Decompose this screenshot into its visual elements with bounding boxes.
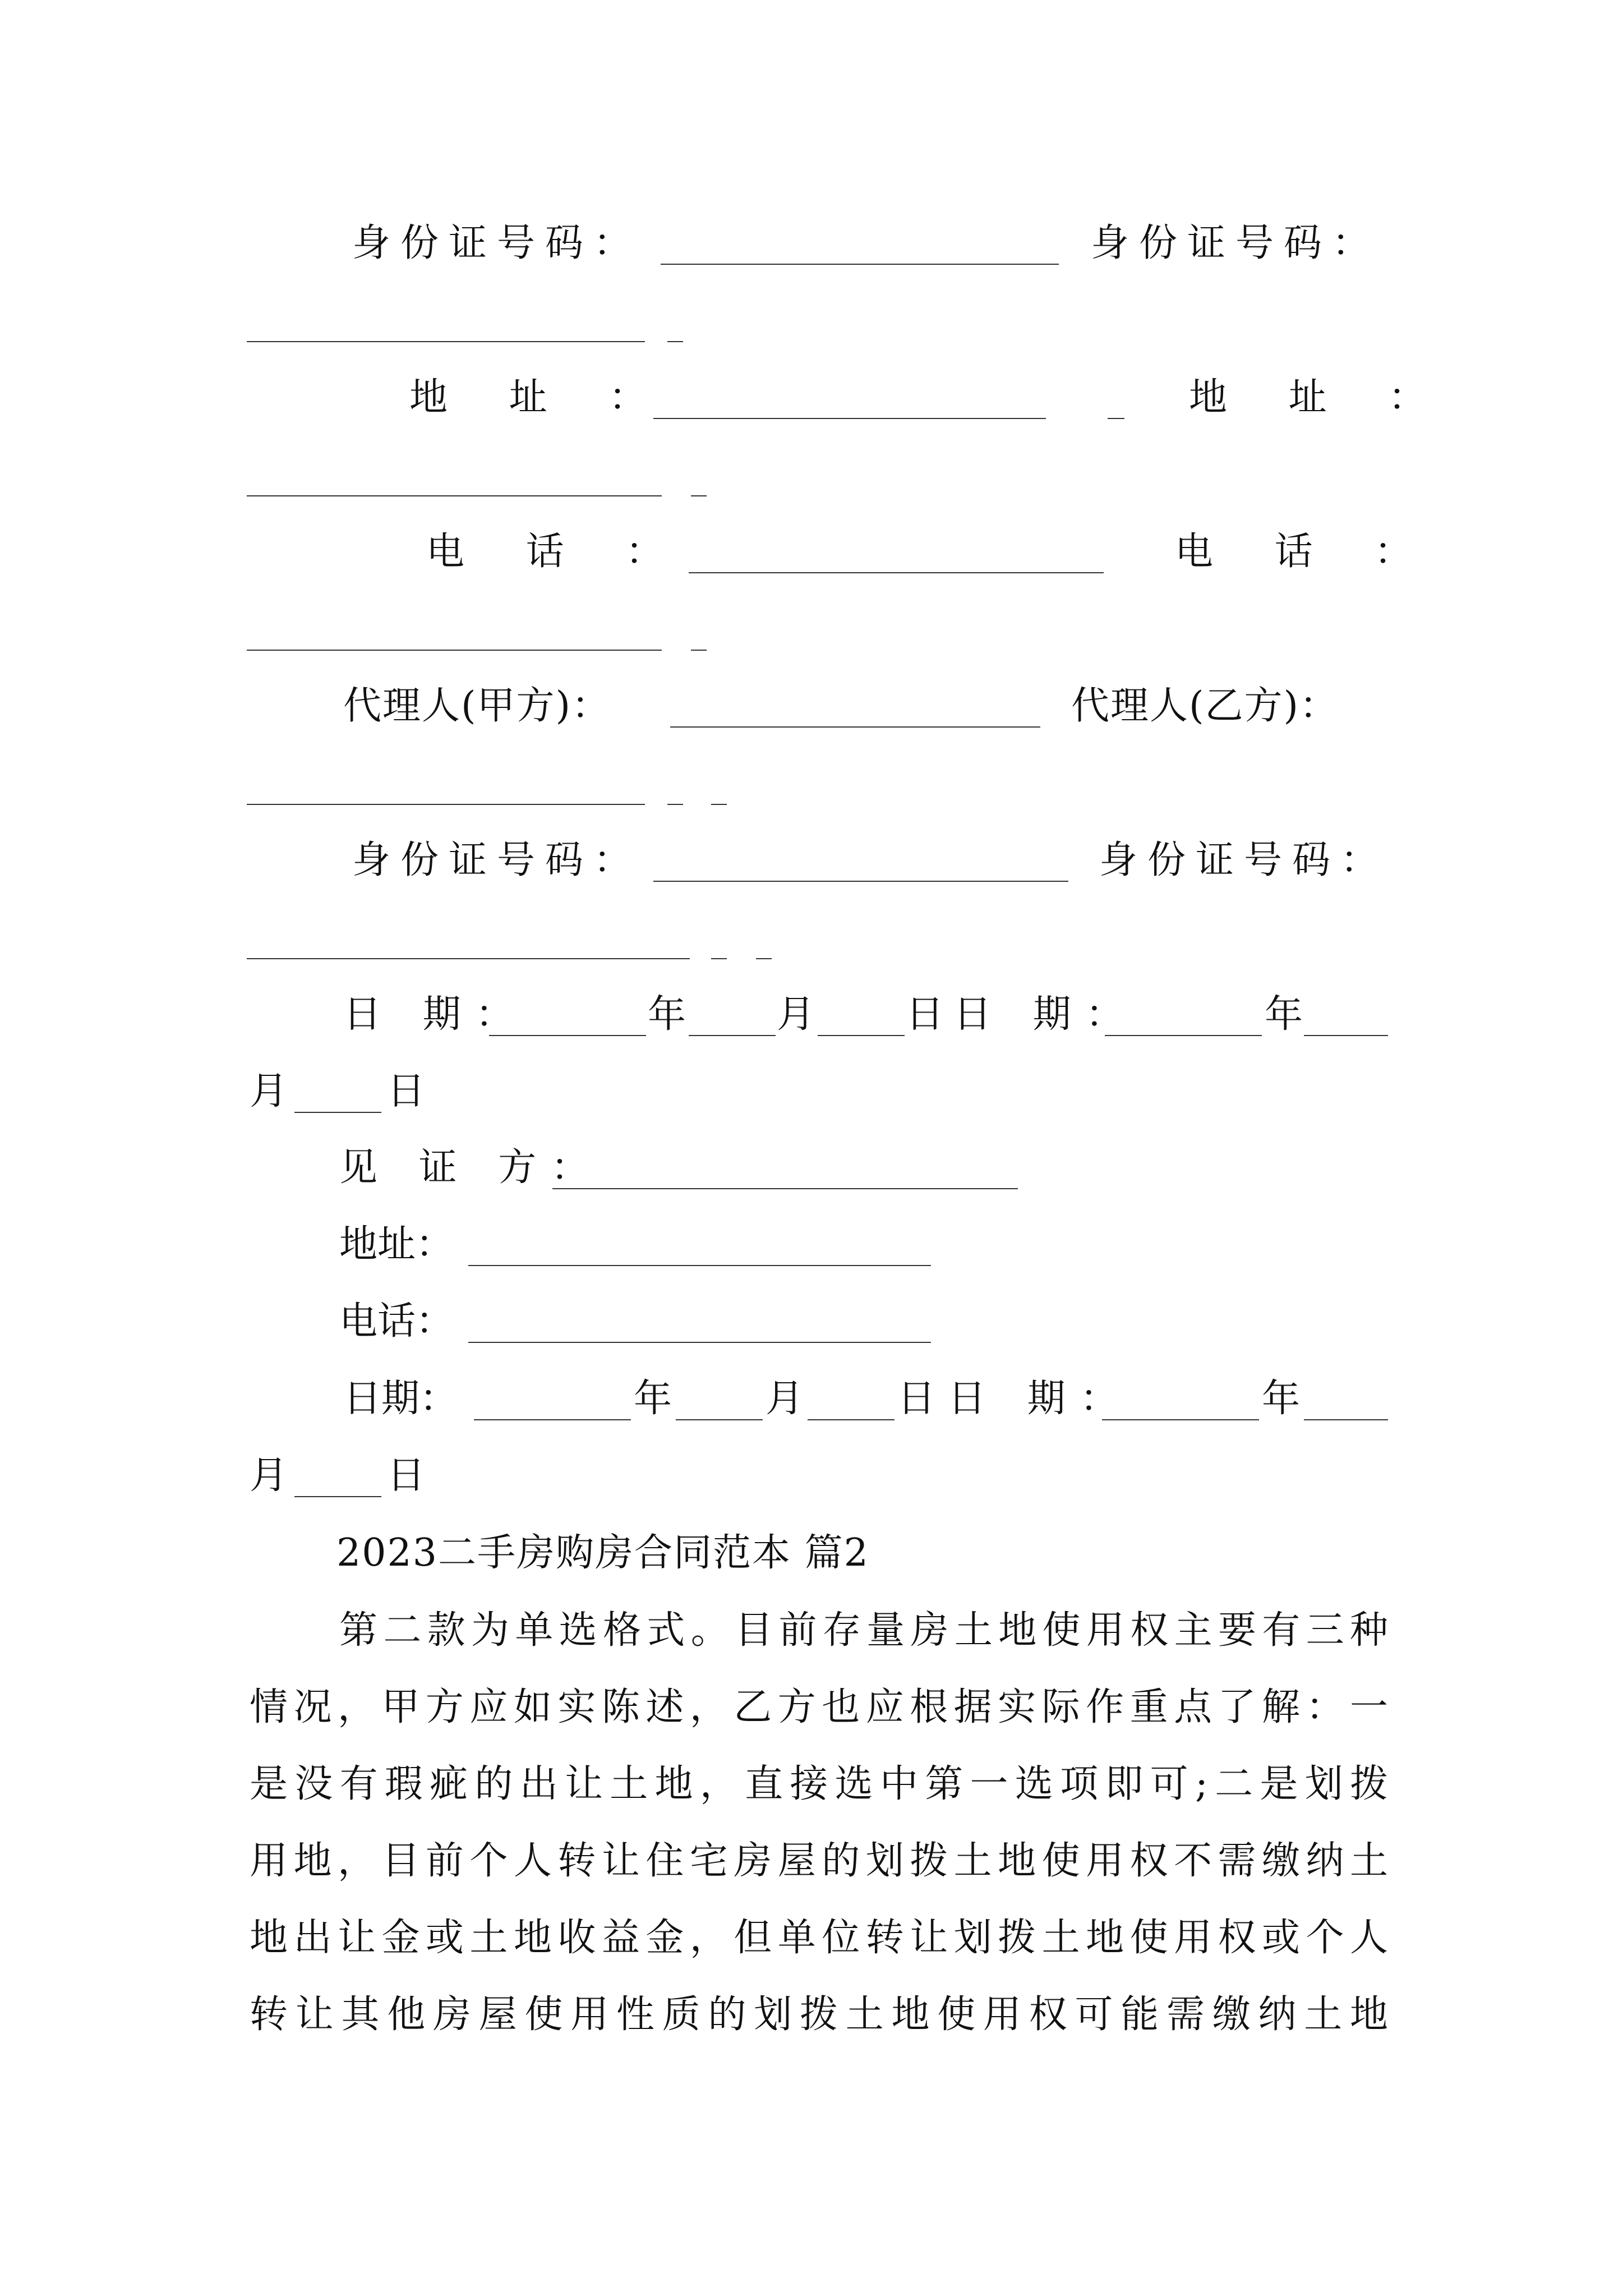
agent-blank-tail-1: [667, 804, 683, 805]
address-blank-tail: [1108, 418, 1124, 419]
witness-date-month-blank-2: [1304, 1419, 1388, 1420]
date-label-party-b: 日 期：: [953, 992, 1138, 1037]
witness-date-month-blank: [676, 1419, 763, 1420]
agent-label-party-b: 代理人(乙方)：: [1071, 684, 1339, 728]
paragraph-line: 转让其他房屋使用性质的划拨土地使用权可能需缴纳土地: [250, 1993, 1388, 2037]
witness-date-month-2: 月: [250, 1453, 288, 1498]
witness-date-day-blank-2: [294, 1496, 381, 1497]
date-month-party-b: 月: [250, 1069, 288, 1114]
paragraph-line: 情况，甲方应如实陈述，乙方也应根据实际作重点了解：一: [250, 1685, 1388, 1729]
date-month-blank-party-b: [1304, 1035, 1388, 1036]
agent-id-label-party-a: 身份证号码：: [352, 838, 642, 882]
phone-blank-party-b: [247, 650, 662, 651]
paragraph-line: 第二款为单选格式。目前存量房土地使用权主要有三种: [339, 1608, 1388, 1653]
witness-phone-blank: [468, 1342, 931, 1343]
address-blank-tail-2: [691, 495, 707, 496]
witness-phone-label: 电话：: [339, 1299, 454, 1343]
agent-id-blank-tail-2: [756, 958, 772, 959]
witness-date-year-2: 年: [1262, 1377, 1301, 1421]
witness-date-month: 月: [766, 1377, 804, 1421]
agent-id-blank-tail-1: [711, 958, 727, 959]
date-day-blank-party-a: [818, 1035, 905, 1036]
agent-label-party-a: 代理人(甲方)：: [343, 684, 611, 728]
witness-label: 见 证 方：: [339, 1145, 604, 1190]
id-blank-party-b: [247, 341, 645, 342]
date-month-party-a: 月: [777, 992, 815, 1037]
agent-blank-party-a: [670, 726, 1040, 728]
witness-date-day-2: 日: [387, 1453, 426, 1498]
witness-address-label: 地址：: [339, 1222, 454, 1267]
agent-id-label-party-b: 身份证号码：: [1099, 838, 1389, 882]
date-year-party-a: 年: [648, 992, 686, 1037]
witness-date-day-blank: [808, 1419, 895, 1420]
address-blank-party-b: [247, 495, 662, 496]
paragraph-line: 用地，目前个人转让住宅房屋的划拨土地使用权不需缴纳土: [250, 1839, 1388, 1883]
agent-id-blank-party-a: [653, 881, 1068, 882]
witness-blank: [552, 1188, 1018, 1189]
witness-address-blank: [468, 1265, 931, 1266]
date-year-blank-party-a: [489, 1035, 646, 1036]
phone-blank-tail: [691, 650, 707, 651]
paragraph-line: 地出让金或土地收益金，但单位转让划拨土地使用权或个人: [250, 1916, 1388, 1960]
witness-date-year-blank-2: [1102, 1419, 1259, 1420]
date-label-party-a: 日 期：: [343, 992, 528, 1037]
date-month-blank-party-a: [689, 1035, 776, 1036]
witness-date-year: 年: [634, 1377, 672, 1421]
address-label-party-a: 地 址 ：: [409, 375, 672, 420]
phone-label-party-b: 电 话 ：: [1175, 530, 1437, 574]
date-day-party-a: 日: [906, 992, 944, 1037]
address-label-party-b: 地 址 ：: [1189, 375, 1451, 420]
date-day-party-b: 日: [387, 1069, 426, 1114]
agent-id-blank-party-b: [247, 958, 690, 959]
id-label-party-b: 身份证号码：: [1091, 221, 1381, 265]
date-year-party-b: 年: [1265, 992, 1303, 1037]
id-label-party-a: 身份证号码：: [352, 221, 642, 265]
witness-date-year-blank: [474, 1419, 631, 1420]
agent-blank-tail-2: [711, 804, 727, 805]
body-paragraph: [250, 1592, 1388, 2053]
paragraph-line: 是没有瑕疵的出让土地，直接选中第一选项即可;二是划拨: [250, 1762, 1388, 1806]
date-day-blank-party-b: [294, 1112, 381, 1113]
section-heading: 2023二手房购房合同范本 篇2: [336, 1531, 869, 1575]
witness-date-label: 日期：: [343, 1377, 458, 1421]
id-blank-party-a: [661, 264, 1059, 265]
witness-date-label-2: 日 期：: [948, 1377, 1133, 1421]
address-blank-party-a: [653, 418, 1046, 419]
witness-date-day: 日: [897, 1377, 936, 1421]
agent-blank-party-b: [247, 804, 645, 805]
date-year-blank-party-b: [1105, 1035, 1262, 1036]
phone-label-party-a: 电 话 ：: [426, 530, 689, 574]
id-blank-tail: [667, 341, 683, 342]
phone-blank-party-a: [689, 572, 1104, 573]
